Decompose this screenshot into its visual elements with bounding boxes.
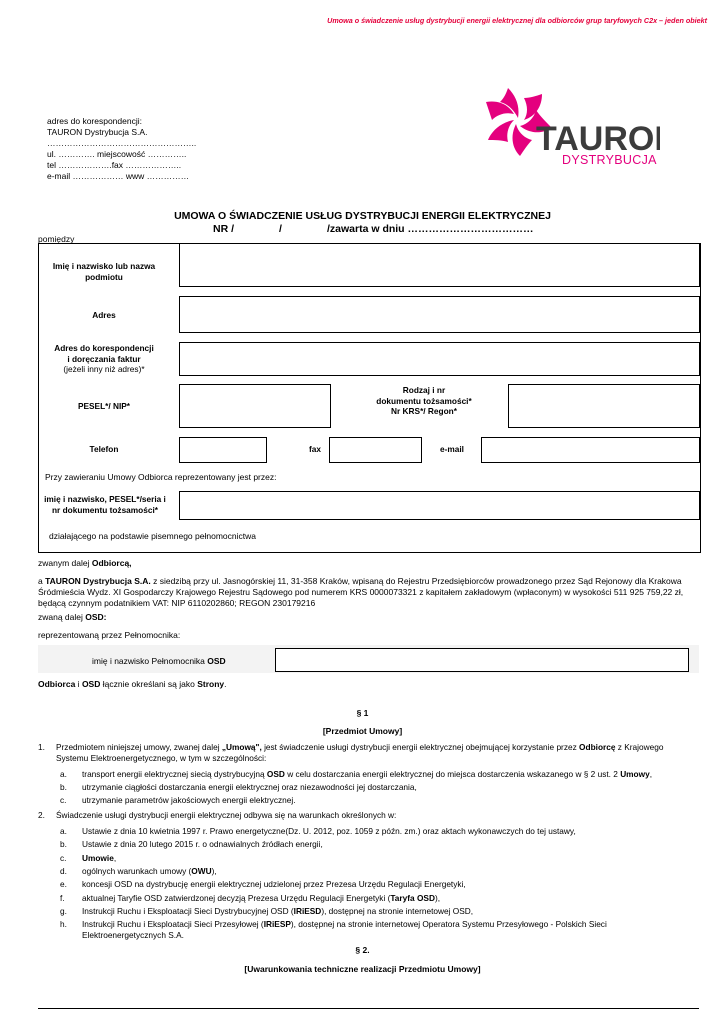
sublist-item-post: ),: [211, 865, 217, 876]
sublist-item: [82, 919, 702, 930]
sublist-letter: e.: [60, 879, 67, 890]
name-label: Imię i nazwisko lub nazwa podmiotu: [52, 261, 156, 282]
poa-text: działającego na podstawie pisemnego pełnomocnictwa: [49, 531, 256, 541]
phone-field[interactable]: [179, 437, 267, 463]
tauron-line1: z siedzibą przy ul. Jasnogórskiej 11, 31-358 Kraków, wpisaną do Rejestru Przedsiębiorców prowadzonego przez Sąd Rejonowy dla Krakowa: [150, 576, 682, 586]
sublist-item-bold: Taryfa OSD: [390, 892, 435, 903]
item-2-text: Świadczenie usługi dystrybucji energii elektrycznej odbywa się na warunkach określonych w:: [56, 810, 397, 820]
item-1-number: 1.: [38, 742, 45, 752]
email-field[interactable]: [481, 437, 700, 463]
sublist-item-pre: ogólnych warunkach umowy (: [82, 865, 192, 876]
rep-field[interactable]: [179, 491, 700, 520]
proxy-label-bold: OSD: [207, 656, 226, 666]
sublist-letter: a.: [60, 769, 67, 779]
tauron-logo: [480, 82, 660, 172]
rep-label-line: imię i nazwisko, PESEL*/seria i: [44, 494, 166, 504]
corr-line: TAURON Dystrybucja S.A.: [47, 127, 148, 137]
item-1-b: „Umową",: [221, 742, 262, 752]
sublist-item: [82, 795, 702, 806]
id-doc-label: [350, 385, 498, 417]
sublist-item: [82, 782, 702, 793]
id-doc-label-line: Rodzaj i nr: [402, 385, 446, 395]
footer-divider: [38, 1008, 699, 1009]
sublist-item: [82, 853, 702, 864]
item-1-c: jest świadczenie usługi dystrybucji energii elektrycznej obejmującej korzystanie przez: [261, 742, 580, 752]
sublist-item: [82, 893, 702, 904]
rep-by-text: reprezentowaną przez Pełnomocnika:: [38, 630, 181, 640]
item-1-a: Przedmiotem niniejszej umowy, zwanej dalej: [56, 742, 222, 752]
called-prefix: zwanym dalej: [38, 558, 92, 568]
sublist-item-pre: aktualnej Taryfie OSD zatwierdzonej decyzją Prezesa Urzędu Regulacji Energetyki (: [82, 892, 391, 903]
sublist-item-bold: Umowie: [82, 852, 114, 863]
sublist-item: [82, 826, 702, 837]
item-1-line2: Systemu Elektroenergetycznego, w tym w szczególności:: [56, 752, 267, 763]
sublist-letter: c.: [60, 852, 67, 863]
parties-b2: OSD: [81, 679, 101, 689]
proxy-label: [92, 656, 226, 667]
called-osd: [38, 612, 107, 623]
sublist-item-pre: utrzymanie parametrów jakościowych energii elektrycznej.: [82, 795, 296, 805]
parties-t3: .: [224, 679, 227, 689]
corr-address-label-line: i doręczania faktur: [67, 353, 141, 364]
phone-label: Telefon: [89, 444, 119, 454]
corr-line: adres do korespondencji:: [47, 116, 142, 126]
sublist-letter: a.: [60, 826, 67, 836]
tauron-line3: będącą czynnym podatnikiem VAT: NIP 6110202860; REGON 230179216: [38, 598, 316, 608]
tauron-paragraph: [38, 576, 703, 609]
sublist-item: [82, 839, 702, 850]
tauron-prefix: a: [38, 576, 46, 586]
sublist-item-post: ), dostępnej na stronie internetowej OSD,: [321, 905, 474, 916]
tauron-line2: Śródmieścia Wydz. XI Gospodarczy Krajowego Rejestru Sądowego pod numerem KRS 0000073321 z kapitałem zakładowym (wpłaconym) w wysokości 511 925 759,22 zł,: [38, 587, 684, 597]
sublist-letter: b.: [60, 839, 67, 850]
sublist-item-post: ,: [113, 852, 117, 863]
name-field[interactable]: [179, 243, 700, 287]
sublist-item-post2: ,: [649, 769, 653, 779]
parties-t1: i: [75, 679, 82, 689]
rep-label-line: nr dokumentu tożsamości*: [51, 504, 159, 515]
sublist-item-pre: utrzymanie ciągłości dostarczania energii elektrycznej oraz niezawodności jej dostarczania,: [82, 782, 417, 792]
tauron-swirl-icon: [480, 82, 660, 172]
corr-line: ……………………………………………..: [47, 138, 197, 148]
parties-text: [38, 679, 227, 690]
id-doc-label-line: dokumentu tożsamości*: [376, 395, 472, 406]
sublist-item-bold: IRiESD: [293, 905, 322, 916]
logo-name: TAURO: [536, 120, 655, 158]
email-label: e-mail: [440, 444, 464, 454]
sublist-letter: f.: [60, 892, 65, 903]
represented-text: Przy zawieraniu Umowy Odbiorca reprezentowany jest przez:: [45, 472, 277, 482]
corr-address-field[interactable]: [179, 342, 700, 376]
parties-t2: łącznie określani są jako: [100, 679, 198, 689]
contract-nr: NR /: [213, 223, 234, 235]
section-2-title: [Uwarunkowania techniczne realizacji Przedmiotu Umowy]: [244, 964, 481, 974]
fax-label: fax: [309, 444, 321, 454]
sublist-item-post: ), dostępnej na stronie internetowej Operatora Systemu Przesyłowego - Polskich Sieci: [290, 919, 607, 930]
called-odbiorca: [38, 558, 132, 569]
item-1-line1: [56, 742, 706, 753]
proxy-field[interactable]: [275, 648, 689, 672]
section-1-number: § 1: [356, 708, 369, 718]
sublist-item-bold: IRiESP: [263, 919, 291, 930]
pesel-label: PESEL*/ NIP*: [77, 401, 131, 411]
item-1-text: [56, 742, 706, 763]
rep-label: [38, 494, 172, 515]
corr-address-label: [44, 343, 164, 375]
id-doc-field[interactable]: [508, 384, 700, 428]
sublist-item-pre: transport energii elektrycznej siecią dystrybucyjną: [82, 769, 267, 779]
item-1-e: z Krajowego: [615, 742, 664, 752]
called-osd-name: OSD:: [85, 612, 107, 622]
parties-b3: Strony: [197, 679, 225, 689]
sublist-letter: b.: [60, 782, 67, 792]
sublist-item-pre: Instrukcji Ruchu i Eksploatacji Sieci Dystrybucyjnej OSD (: [82, 905, 294, 916]
sublist-letter: d.: [60, 865, 67, 876]
contract-title: UMOWA O ŚWIADCZENIE USŁUG DYSTRYBUCJI ENERGII ELEKTRYCZNEJ: [174, 210, 551, 222]
id-doc-label-line: Nr KRS*/ Regon*: [391, 406, 457, 416]
sublist-letter: c.: [60, 795, 67, 805]
contract-nr-slash: /: [279, 223, 282, 235]
corr-line: tel ……………….fax ………………..: [47, 160, 182, 170]
sublist-item: [82, 879, 702, 890]
sub2-h-line2: Elektroenergetycznych S.A.: [82, 930, 184, 940]
sublist-item-pre: Ustawie z dnia 10 kwietnia 1997 r. Prawo energetyczne(Dz. U. 2012, poz. 1059 z późn. zm.) oraz aktach wykonawczych do tej ustawy,: [82, 826, 576, 836]
sublist-letter: g.: [60, 905, 67, 916]
between-label: pomiędzy: [38, 234, 75, 244]
parties-b1: Odbiorca: [38, 679, 76, 689]
sublist-item: [82, 906, 702, 917]
header-note: Umowa o świadczenie usług dystrybucji energii elektrycznej dla odbiorców grup taryfowych C2x – jeden obiekt: [327, 16, 707, 25]
item-1-d: Odbiorcę: [579, 742, 616, 752]
corr-address-label-line: (jeżeli inny niż adres)*: [63, 364, 145, 374]
address-label: Adres: [92, 310, 116, 320]
sublist-letter: h.: [60, 919, 67, 930]
called-name: Odbiorcą,: [91, 558, 132, 568]
sublist-item-pre: koncesji OSD na dystrybucję energii elektrycznej udzielonej przez Prezesa Urzędu Regulacji Energetyki,: [82, 879, 466, 890]
item-2-number: 2.: [38, 810, 45, 820]
logo-sub: DYSTRYBUCJA: [562, 153, 657, 167]
sublist-item-bold: OWU: [191, 865, 212, 876]
sublist-item-pre: Instrukcji Ruchu i Eksploatacji Sieci Przesyłowej (: [82, 919, 264, 930]
section-2-number: § 2.: [355, 945, 370, 955]
sublist-item-pre: Ustawie z dnia 20 lutego 2015 r. o odnawialnych źródłach energii,: [82, 839, 323, 850]
section-1-title: [Przedmiot Umowy]: [322, 726, 403, 736]
proxy-label-text: imię i nazwisko Pełnomocnika: [92, 656, 208, 666]
sublist-item: [82, 769, 702, 780]
corr-address-label-line: Adres do korespondencji: [54, 343, 154, 353]
called-osd-prefix: zwaną dalej: [38, 612, 86, 622]
sublist-item-bold: OSD: [266, 769, 285, 779]
pesel-field[interactable]: [179, 384, 331, 428]
corr-line: ul. …………. miejscowość …………..: [47, 149, 187, 159]
tauron-line: [38, 576, 703, 587]
sublist-item: [82, 866, 702, 877]
sublist-item-post: w celu dostarczania energii elektrycznej do miejsca dostarczenia wskazanego w § 2 ust. 2: [284, 769, 621, 779]
sublist-item-bold2: Umowy: [620, 769, 650, 779]
address-field[interactable]: [179, 296, 700, 333]
tauron-company: TAURON Dystrybucja S.A.: [45, 576, 151, 586]
correspondence-address: [47, 116, 196, 182]
corr-line: e-mail ……………… www ……………: [47, 171, 190, 181]
fax-field[interactable]: [329, 437, 422, 463]
contract-date: /zawarta w dniu ………………………………: [327, 223, 534, 235]
sublist-item-post: ),: [434, 892, 441, 903]
